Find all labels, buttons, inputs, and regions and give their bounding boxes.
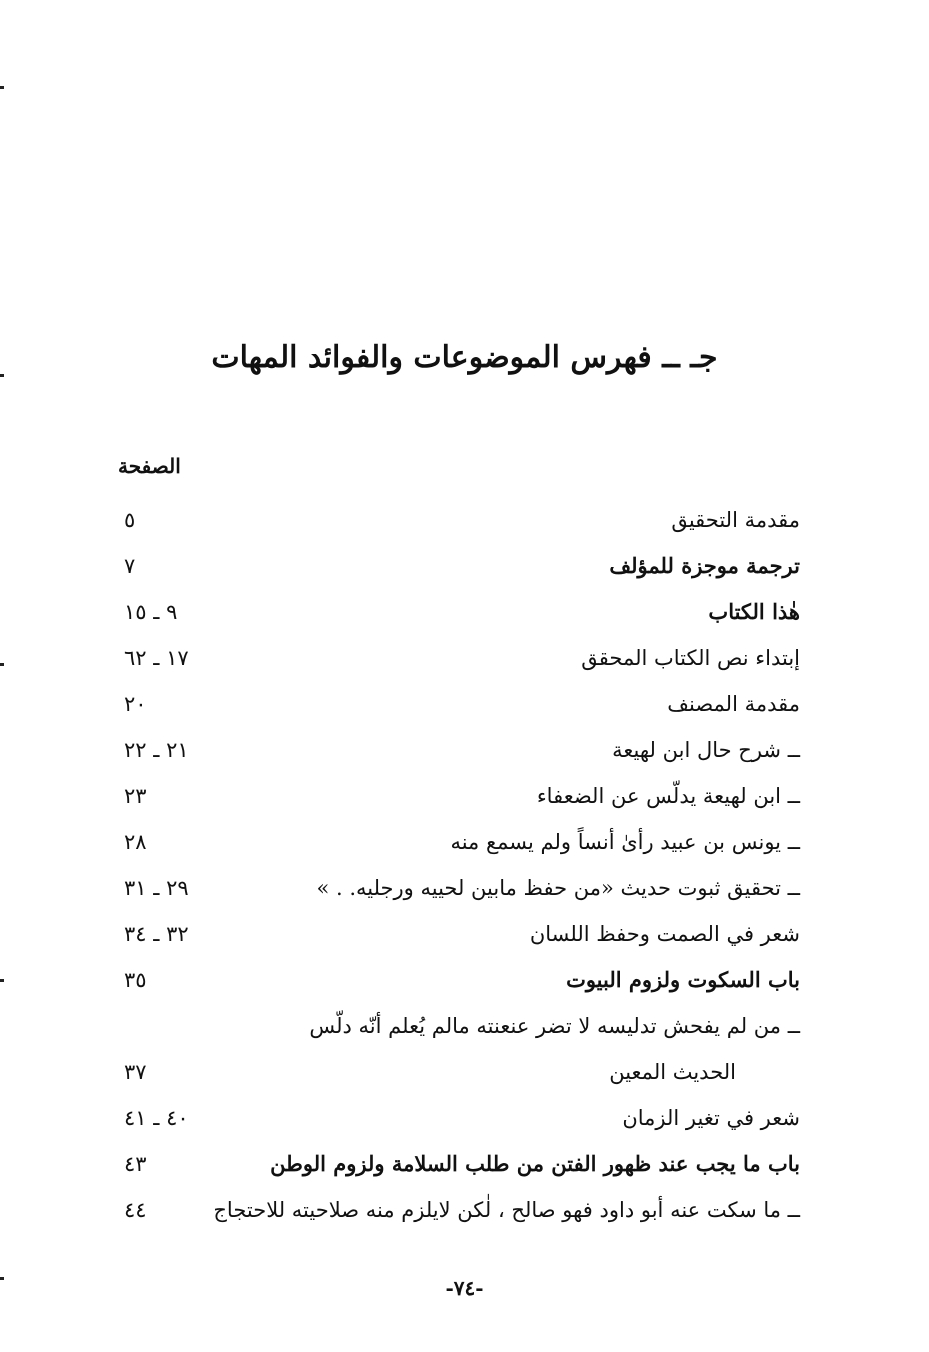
toc-entry <box>118 960 800 1000</box>
toc-entry <box>118 730 800 770</box>
toc-entry <box>118 638 800 678</box>
toc-entry-title: شعر في الصمت وحفظ اللسان <box>529 922 800 946</box>
page-title: جـ ــ فهرس الموضوعات والفوائد المهات <box>211 340 718 375</box>
toc-entry <box>118 868 800 908</box>
toc-entry-title: ــ ابن لهيعة يدلّس عن الضعفاء <box>536 784 800 808</box>
toc-entry <box>118 1098 800 1138</box>
toc-entry-page: ٢٠ <box>124 692 147 716</box>
toc-entry-page: ٤٠ ـ ٤١ <box>124 1106 189 1130</box>
toc-entry-title: ترجمة موجزة للمؤلف <box>609 553 800 578</box>
toc-entry <box>118 1006 800 1046</box>
toc-entry-title: مقدمة التحقيق <box>671 508 800 532</box>
toc-entry-title: هٰذا الكتاب <box>708 599 800 624</box>
toc-entry-page: ٢٨ <box>124 830 147 854</box>
toc-entry <box>118 1144 800 1184</box>
toc-entry-page: ٤٤ <box>124 1198 147 1222</box>
toc-entry-page: ٩ ـ ١٥ <box>124 600 178 624</box>
toc-entry-page: ٣٥ <box>124 968 147 992</box>
toc-entry <box>118 822 800 862</box>
toc-entry-page: ٧ <box>124 554 136 578</box>
toc-entry-title: باب ما يجب عند ظهور الفتن من طلب السلامة ولزوم الوطن <box>270 1151 800 1176</box>
toc-entry-title: الحديث المعين <box>609 1060 736 1084</box>
page-number: -٧٤- <box>445 1276 484 1300</box>
toc-entry-title: شعر في تغير الزمان <box>622 1106 800 1130</box>
toc-entry <box>118 1190 800 1230</box>
toc-entry-title: باب السكوت ولزوم البيوت <box>566 967 800 992</box>
toc-entry-title: ــ ما سكت عنه أبو داود فهو صالح ، لٰكن لايلزم منه صلاحيته للاحتجاج <box>213 1198 800 1222</box>
toc-entry-title: مقدمة المصنف <box>667 692 800 716</box>
toc-entry-title: ــ من لم يفحش تدليسه لا تضر عنعنته مالم يُعلم أنّه دلّس <box>309 1014 800 1038</box>
toc-entry-page: ٣٢ ـ ٣٤ <box>124 922 189 946</box>
toc-entry-page: ٣٧ <box>124 1060 147 1084</box>
toc-entry-page: ٤٣ <box>124 1152 147 1176</box>
toc-entry <box>118 500 800 540</box>
toc-entry-title: ــ يونس بن عبيد رأىٰ أنساً ولم يسمع منه <box>450 830 800 854</box>
toc-entry <box>118 684 800 724</box>
page-column-header: الصفحة <box>118 454 181 478</box>
toc-entry <box>118 546 800 586</box>
toc-entry-title: إبتداء نص الكتاب المحقق <box>581 646 800 670</box>
toc-entry <box>118 776 800 816</box>
toc-entry-title: ــ شرح حال ابن لهيعة <box>612 738 800 762</box>
toc-entry-page: ٢٩ ـ ٣١ <box>124 876 189 900</box>
toc-entry <box>118 1052 800 1092</box>
toc-entry-page: ٢٣ <box>124 784 147 808</box>
toc-entry-page: ١٧ ـ ٦٢ <box>124 646 189 670</box>
toc-entry <box>118 592 800 632</box>
toc-entry-page: ٥ <box>124 508 136 532</box>
toc-entry <box>118 914 800 954</box>
toc-entry-title: ــ تحقيق ثبوت حديث «من حفظ مابين لحييه ورجليه. . » <box>316 876 800 900</box>
toc-entry-page: ٢١ ـ ٢٢ <box>124 738 189 762</box>
